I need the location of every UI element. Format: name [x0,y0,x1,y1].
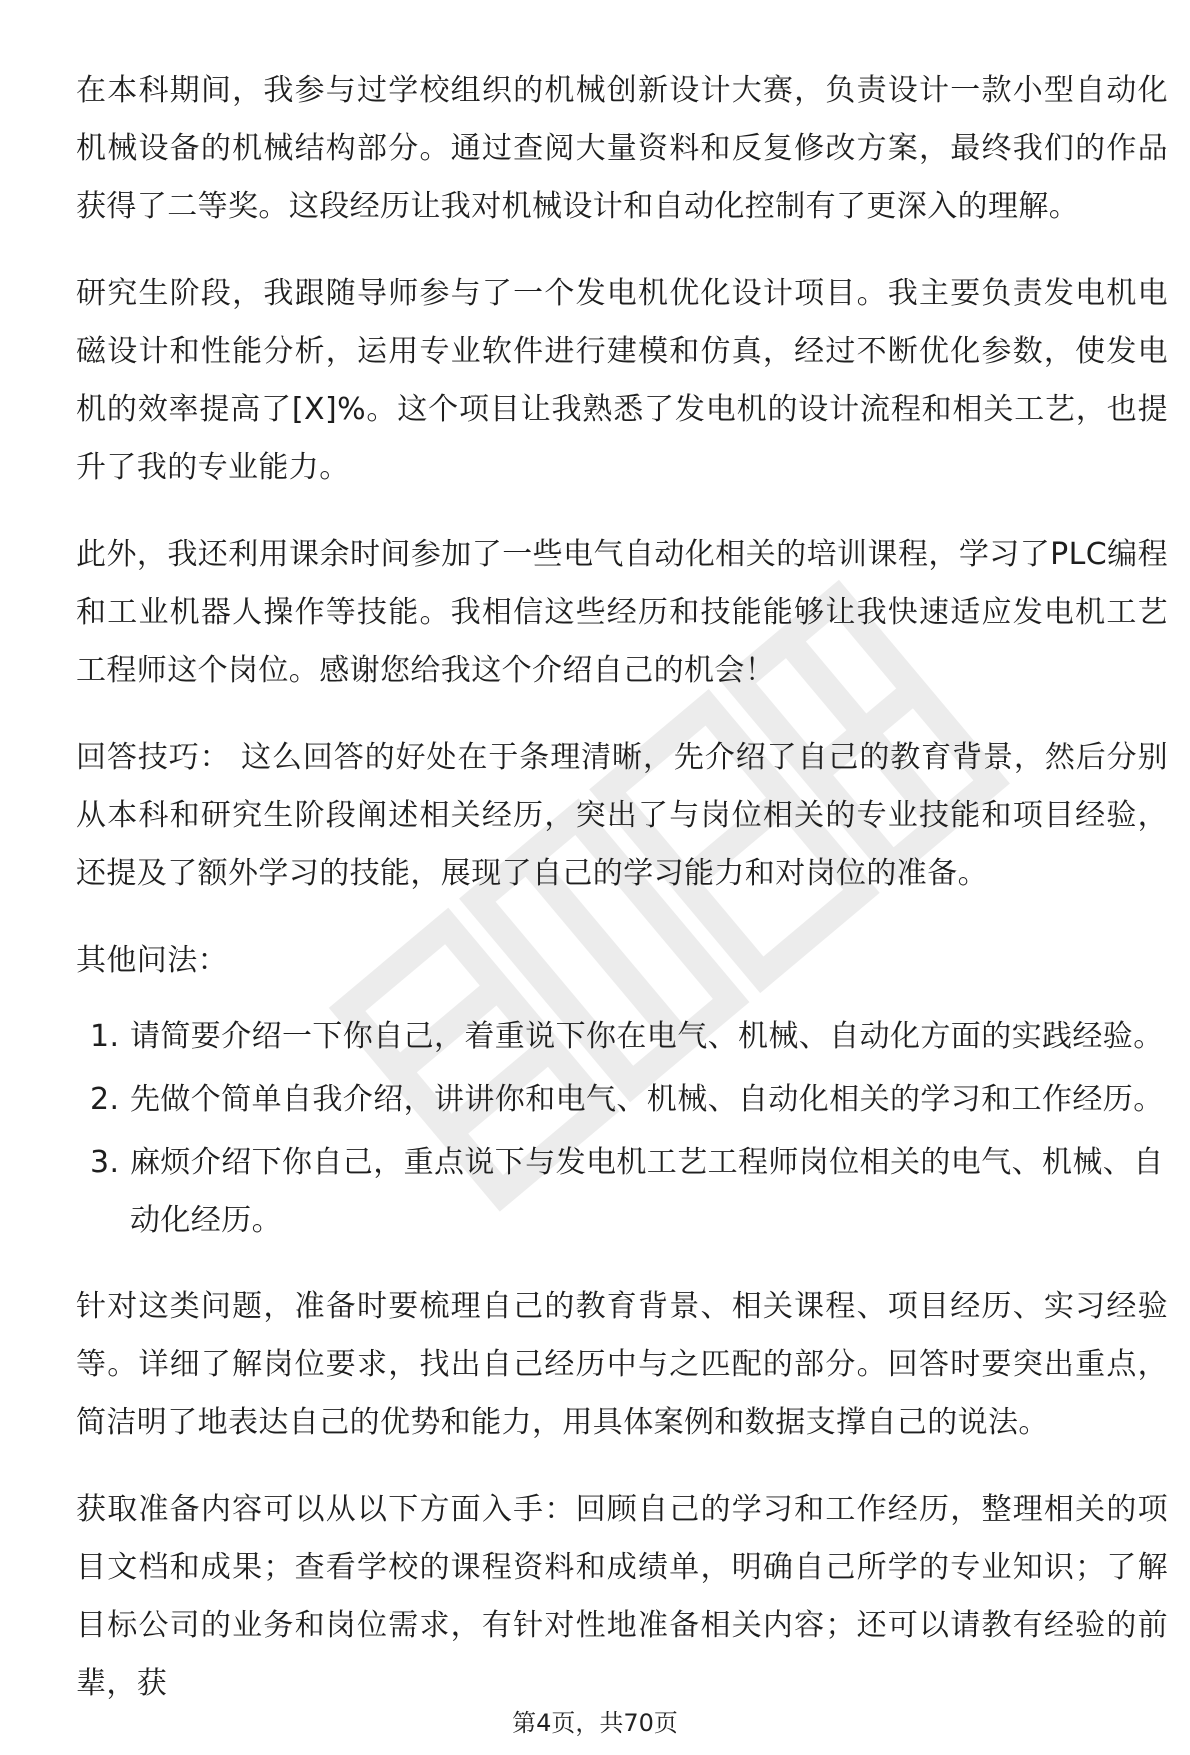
list-item-number: 1. [90,1019,120,1054]
paragraph-additional-training: 此外，我还利用课余时间参加了一些电气自动化相关的培训课程，学习了PLC编程和工业机器人操作等技能。我相信这些经历和技能能够让我快速适应发电机工艺工程师这个岗位。感谢您给我这个介绍自己的机会！ [76,537,1168,688]
other-questions-list [76,1008,1168,1250]
paragraph-preparation-sources: 获取准备内容可以从以下方面入手：回顾自己的学习和工作经历，整理相关的项目文档和成果；查看学校的课程资料和成绩单，明确自己所学的专业知识；了解目标公司的业务和岗位需求，有针对性地准备相关内容；还可以请教有经验的前辈，获 [76,1492,1168,1701]
paragraph-undergraduate: 在本科期间，我参与过学校组织的机械创新设计大赛，负责设计一款小型自动化机械设备的机械结构部分。通过查阅大量资料和反复修改方案，最终我们的作品获得了二等奖。这段经历让我对机械设计和自动化控制有了更深入的理解。 [76,73,1168,224]
other-questions-heading: 其他问法： [76,943,228,978]
list-item-text: 麻烦介绍下你自己，重点说下与发电机工艺工程师岗位相关的电气、机械、自动化经历。 [130,1145,1164,1238]
list-item-text: 先做个简单自我介绍，讲讲你和电气、机械、自动化相关的学习和工作经历。 [130,1082,1164,1117]
list-item [76,1008,1168,1066]
main-content [76,62,1168,1742]
list-item [76,1134,1168,1250]
page-number: 第4页，共70页 [512,1709,678,1737]
list-item [76,1071,1168,1129]
list-item-number: 3. [90,1145,120,1180]
list-item-text: 请简要介绍一下你自己，着重说下你在电气、机械、自动化方面的实践经验。 [130,1019,1164,1054]
paragraph-answer-tips: 回答技巧： 这么回答的好处在于条理清晰，先介绍了自己的教育背景，然后分别从本科和研究生阶段阐述相关经历，突出了与岗位相关的专业技能和项目经验，还提及了额外学习的技能，展现了自己的学习能力和对岗位的准备。 [76,740,1168,891]
paragraph-graduate: 研究生阶段，我跟随导师参与了一个发电机优化设计项目。我主要负责发电机电磁设计和性能分析，运用专业软件进行建模和仿真，经过不断优化参数，使发电机的效率提高了[X]%。这个项目让我熟悉了发电机的设计流程和相关工艺，也提升了我的专业能力。 [76,276,1168,485]
paragraph-preparation-advice: 针对这类问题，准备时要梳理自己的教育背景、相关课程、项目经历、实习经验等。详细了解岗位要求，找出自己经历中与之匹配的部分。回答时要突出重点，简洁明了地表达自己的优势和能力，用具体案例和数据支撑自己的说法。 [76,1289,1168,1440]
list-item-number: 2. [90,1082,120,1117]
